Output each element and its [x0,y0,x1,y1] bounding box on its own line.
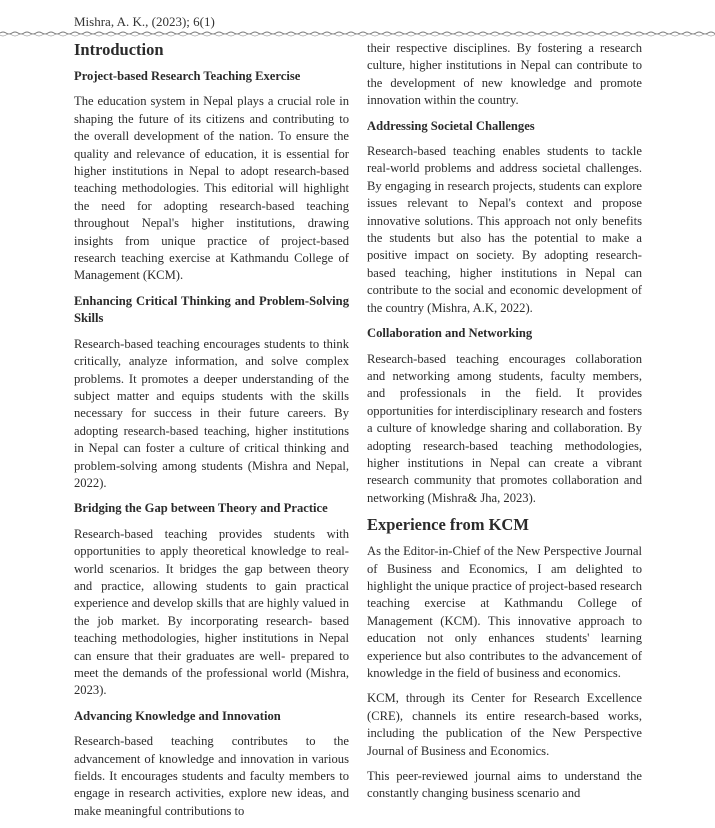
paragraph-project-based: The education system in Nepal plays a crucial role in shaping the future of its citizens and contributing to the overall development of the nation. To ensure the quality and relevance of education, it is essential for higher institutions in Nepal to adopt research-based teaching methodologies. This editorial will highlight the need for adopting research-based teaching throughout Nepal's higher institutions, drawing insights from unique practice of project-based research teaching exercise at Kathmandu College of Management (KCM). [74,94,349,283]
paragraph-kcm-3: This peer-reviewed journal aims to understand the constantly changing business scenario and [367,769,642,801]
paragraph-collaboration: Research-based teaching encourages collaboration and networking among students, faculty members, and professionals in the field. It provides opportunities for interdisciplinary research and fosters a culture of knowledge sharing and collaboration. By adopting research-based teaching methodologies, higher institutions in Nepal can create a vibrant research community that promotes collaboration and networking (Mishra& Jha, 2023). [367,351,642,505]
paragraph-kcm-2: KCM, through its Center for Research Excellence (CRE), channels its entire research-based works, including the publication of the New Perspective Journal of Business and Economics. [367,691,642,758]
section-heading-societal-challenges: Addressing Societal Challenges [367,118,535,133]
section-heading-critical-thinking: Enhancing Critical Thinking and Problem-Solving Skills [74,293,349,326]
introduction-heading: Introduction [74,40,164,59]
running-header: Mishra, A. K., (2023); 6(1) [74,14,215,29]
paragraph-societal-challenges: Research-based teaching enables students to tackle real-world problems and address societal challenges. By engaging in research projects, students can explore issues relevant to Nepal's context and propose innovative solutions. This approach not only benefits the students but also has the potential to make a positive impact on society. By adopting research-based teaching, higher institutions in Nepal can contribute to the social and economic development of the country (Mishra, A.K, 2022). [367,144,642,315]
wavy-divider [0,30,715,38]
paragraph-critical-thinking: Research-based teaching encourages students to think critically, analyze information, and solve complex problems. It promotes a deeper understanding of the subject matter and equips students with the skills necessary for success in their future careers. By adopting research-based teaching, higher institutions in Nepal can foster a culture of critical thinking and problem-solving among students (Mishra and Nepal, 2022). [74,336,349,490]
paragraph-kcm-1: As the Editor-in-Chief of the New Perspective Journal of Business and Economics, I am delighted to highlight the unique practice of project-based research teaching exercise at Kathmandu College of Management (KCM). This innovative approach to education not only enhances students' learning experience but also contributes to the advancement of knowledge in the field of business and economics. [367,544,642,680]
section-heading-project-based: Project-based Research Teaching Exercise [74,69,301,83]
section-heading-collaboration: Collaboration and Networking [367,326,533,341]
paragraph-knowledge-innovation: Research-based teaching contributes to the advancement of knowledge and innovation in various fields. It encourages students and faculty members to engage in research activities, explore new ideas, and make meaningful contributions to [74,734,349,818]
paragraph-theory-practice: Research-based teaching provides students with opportunities to apply theoretical knowledge to real- world scenarios. It bridges the gap between theory and practice, allowing students to gain practical experience and develop skills that are highly valued in the job market. By incorporating research- based teaching methodologies, higher institutions in Nepal can ensure that their graduates are well- prepared to meet the demands of the professional world (Mishra, 2023). [74,526,349,698]
left-column [74,40,349,828]
experience-kcm-heading: Experience from KCM [367,515,529,535]
right-column [367,40,642,811]
section-heading-knowledge-innovation: Advancing Knowledge and Innovation [74,708,281,723]
paragraph-knowledge-innovation-continued: their respective disciplines. By fostering a research culture, higher institutions in Nepal can contribute to the development of new knowledge and promote innovation within the country. [367,41,642,108]
section-heading-theory-practice: Bridging the Gap between Theory and Practice [74,501,328,516]
